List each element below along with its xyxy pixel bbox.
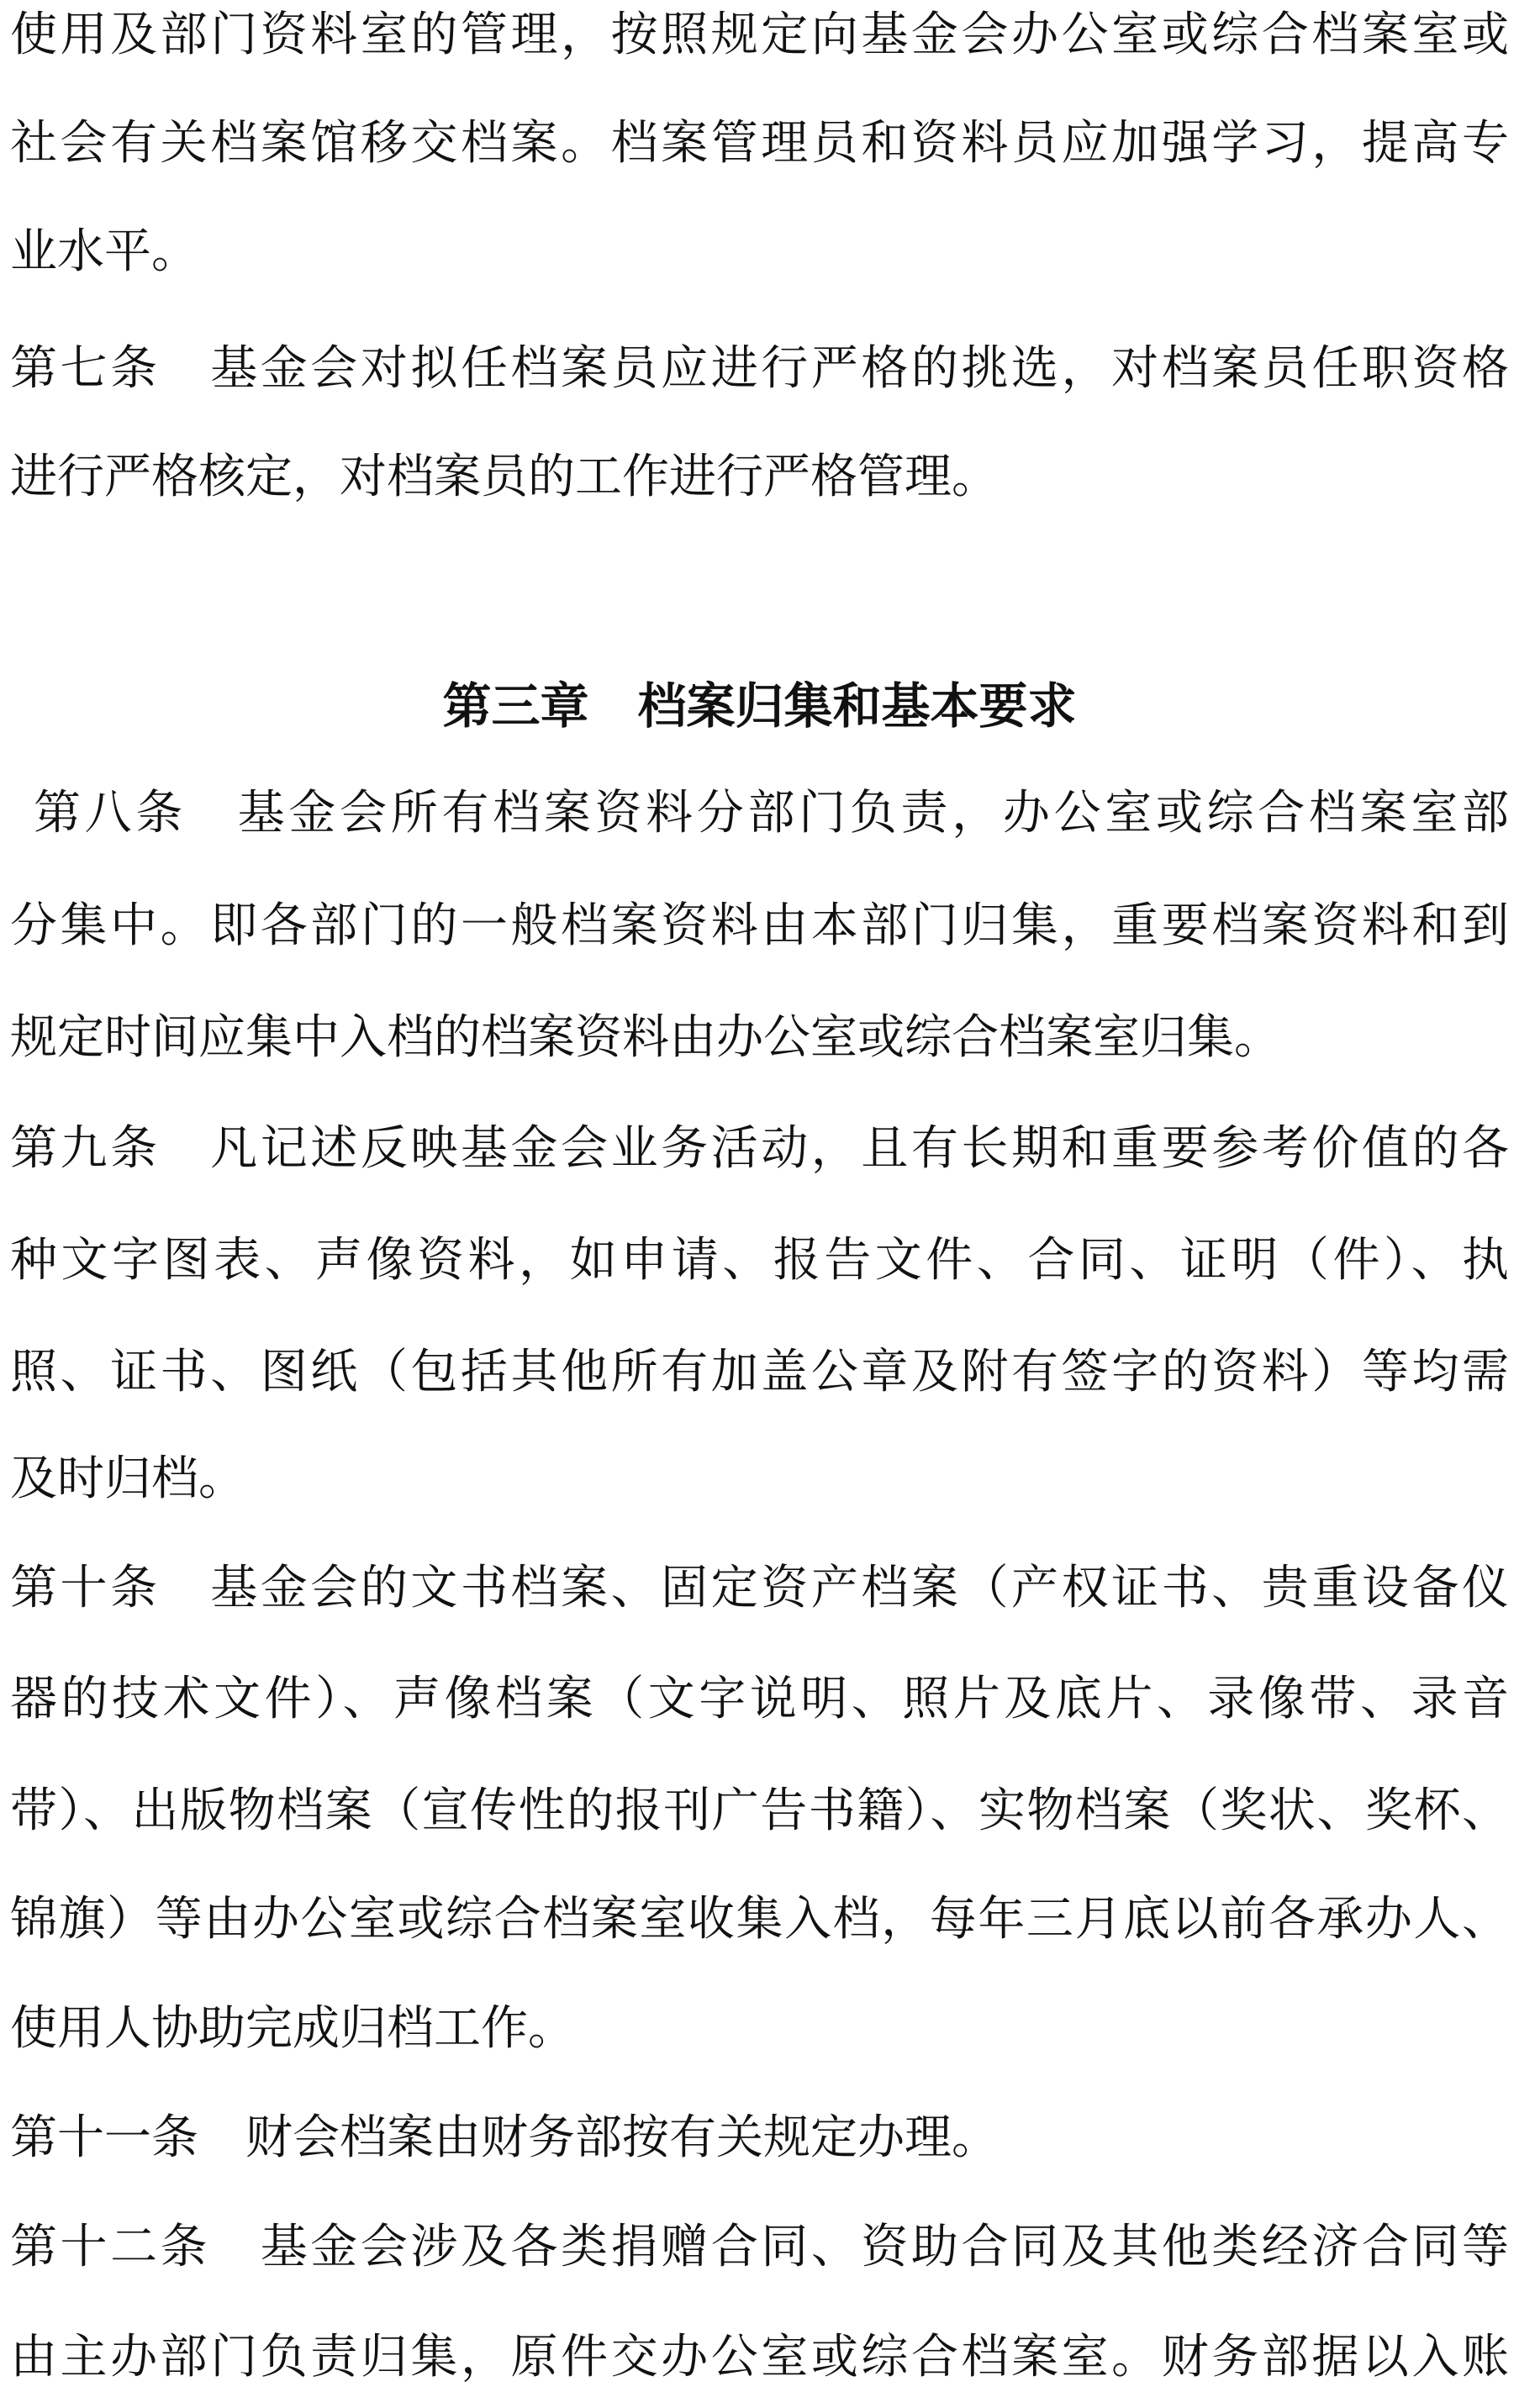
- chapter-heading: 第三章 档案归集和基本要求: [442, 677, 1077, 735]
- paragraph-line: 带）、出版物档案（宣传性的报刊广告书籍）、实物档案（奖状、奖杯、: [10, 1784, 1509, 1838]
- paragraph-line: 分集中。即各部门的一般档案资料由本部门归集，重要档案资料和到: [10, 898, 1509, 953]
- paragraph-line: 照、证书、图纸（包括其他所有加盖公章及附有签字的资料）等均需: [10, 1345, 1509, 1399]
- article-9-line: 第九条 凡记述反映基金会业务活动，且有长期和重要参考价值的各: [10, 1121, 1509, 1176]
- article-12-line: 第十二条 基金会涉及各类捐赠合同、资助合同及其他类经济合同等: [10, 2220, 1509, 2274]
- paragraph-line: 及时归档。: [10, 1452, 245, 1506]
- paragraph-line: 社会有关档案馆移交档案。档案管理员和资料员应加强学习，提高专: [10, 116, 1509, 171]
- article-8-line: 第八条 基金会所有档案资料分部门负责，办公室或综合档案室部: [34, 786, 1509, 840]
- paragraph-line: 器的技术文件）、声像档案（文字说明、照片及底片、录像带、录音: [10, 1672, 1509, 1726]
- article-11-line: 第十一条 财会档案由财务部按有关规定办理。: [10, 2110, 999, 2165]
- paragraph-line: 使用及部门资料室的管理，按照规定向基金会办公室或综合档案室或: [10, 8, 1509, 62]
- article-10-line: 第十条 基金会的文书档案、固定资产档案（产权证书、贵重设备仪: [10, 1561, 1509, 1615]
- paragraph-line: 由主办部门负责归集，原件交办公室或综合档案室。财务部据以入账: [10, 2330, 1509, 2384]
- paragraph-line: 种文字图表、声像资料，如申请、报告文件、合同、证明（件）、执: [10, 1233, 1509, 1288]
- article-7-line: 第七条 基金会对拟任档案员应进行严格的挑选，对档案员任职资格: [10, 341, 1509, 396]
- paragraph-line: 锦旗）等由办公室或综合档案室收集入档，每年三月底以前各承办人、: [10, 1892, 1509, 1947]
- paragraph-line: 规定时间应集中入档的档案资料由办公室或综合档案室归集。: [10, 1010, 1281, 1065]
- paragraph-line: 使用人协助完成归档工作。: [10, 2001, 575, 2056]
- paragraph-line: 进行严格核定，对档案员的工作进行严格管理。: [10, 450, 999, 504]
- paragraph-line: 业水平。: [10, 224, 198, 279]
